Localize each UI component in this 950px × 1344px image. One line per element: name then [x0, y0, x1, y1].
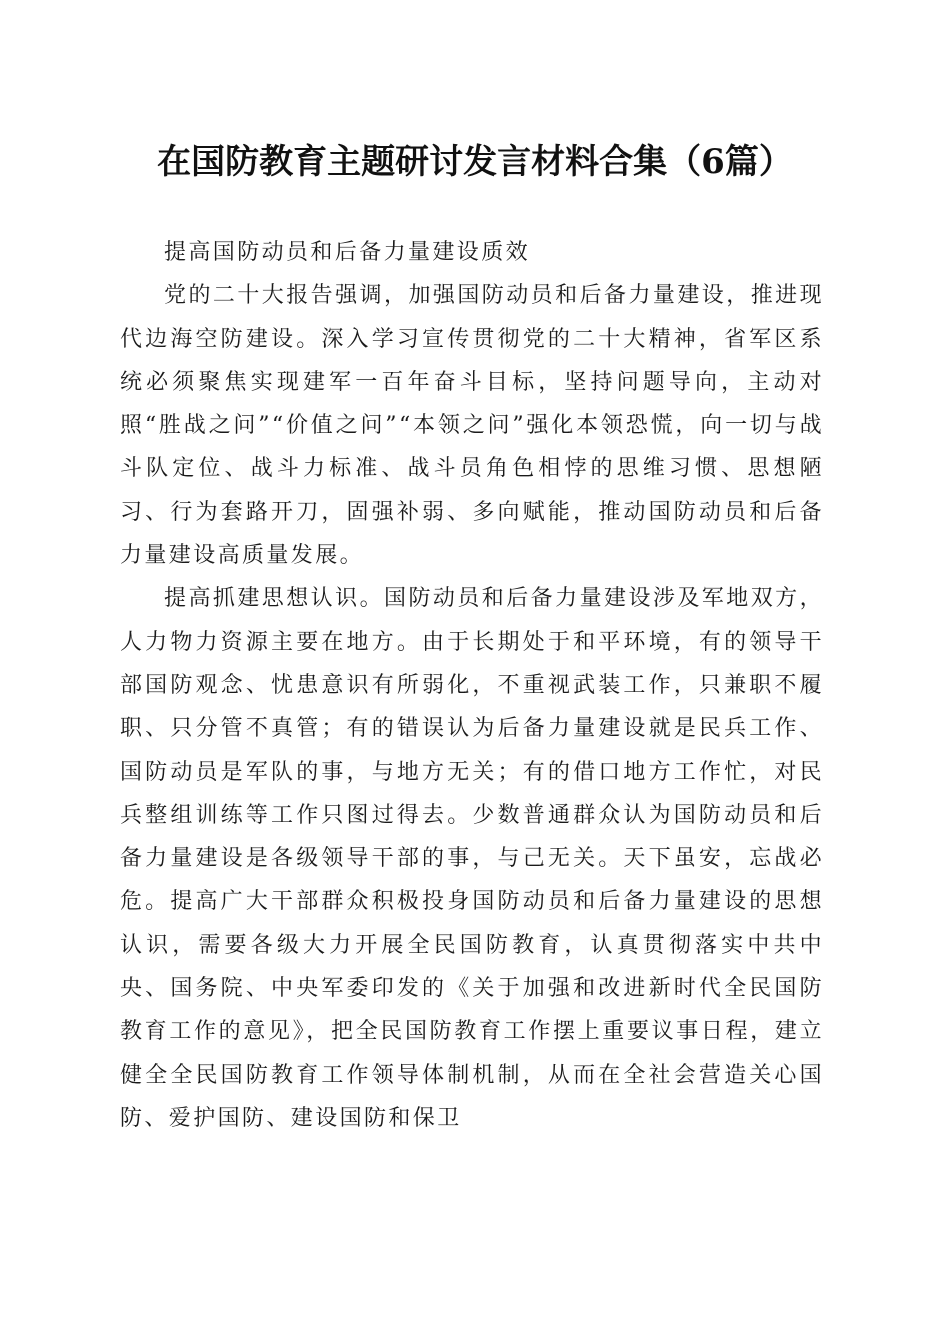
body-paragraph-intro: 党的二十大报告强调，加强国防动员和后备力量建设，推进现代边海空防建设。深入学习宣传贯彻党的二十大精神，省军区系统必须聚焦实现建军一百年奋斗目标，坚持问题导向，主动对照“胜战之问”“价值之问”“本领之问”强化本领恐慌，向一切与战斗队定位、战斗力标准、战斗员角色相悖的思维习惯、思想陋习、行为套路开刀，固强补弱、多向赋能，推动国防动员和后备力量建设高质量发展。 — [120, 283, 824, 569]
document-title: 在国防教育主题研讨发言材料合集（6篇） — [157, 142, 793, 182]
body-paragraph-awareness: 提高抓建思想认识。国防动员和后备力量建设涉及军地双方，人力物力资源主要在地方。由于长期处于和平环境，有的领导干部国防观念、忧患意识有所弱化，不重视武装工作，只兼职不履职、只分管不真管；有的错误认为后备力量建设就是民兵工作、国防动员是军队的事，与地方无关；有的借口地方工作忙，对民兵整组训练等工作只图过得去。少数普通群众认为国防动员和后备力量建设是各级领导干部的事，与己无关。天下虽安，忘战必危。提高广大干部群众积极投身国防动员和后备力量建设的思想认识，需要各级大力开展全民国防教育，认真贯彻落实中共中央、国务院、中央军委印发的《关于加强和改进新时代全民国防教育工作的意见》，把全民国防教育工作摆上重要议事日程，建立健全全民国防教育工作领导体制机制，从而在全社会营造关心国防、爱护国防、建设国防和保卫 — [120, 586, 824, 1131]
section-heading: 提高国防动员和后备力量建设质效 — [164, 240, 531, 265]
document-body — [120, 231, 824, 1140]
